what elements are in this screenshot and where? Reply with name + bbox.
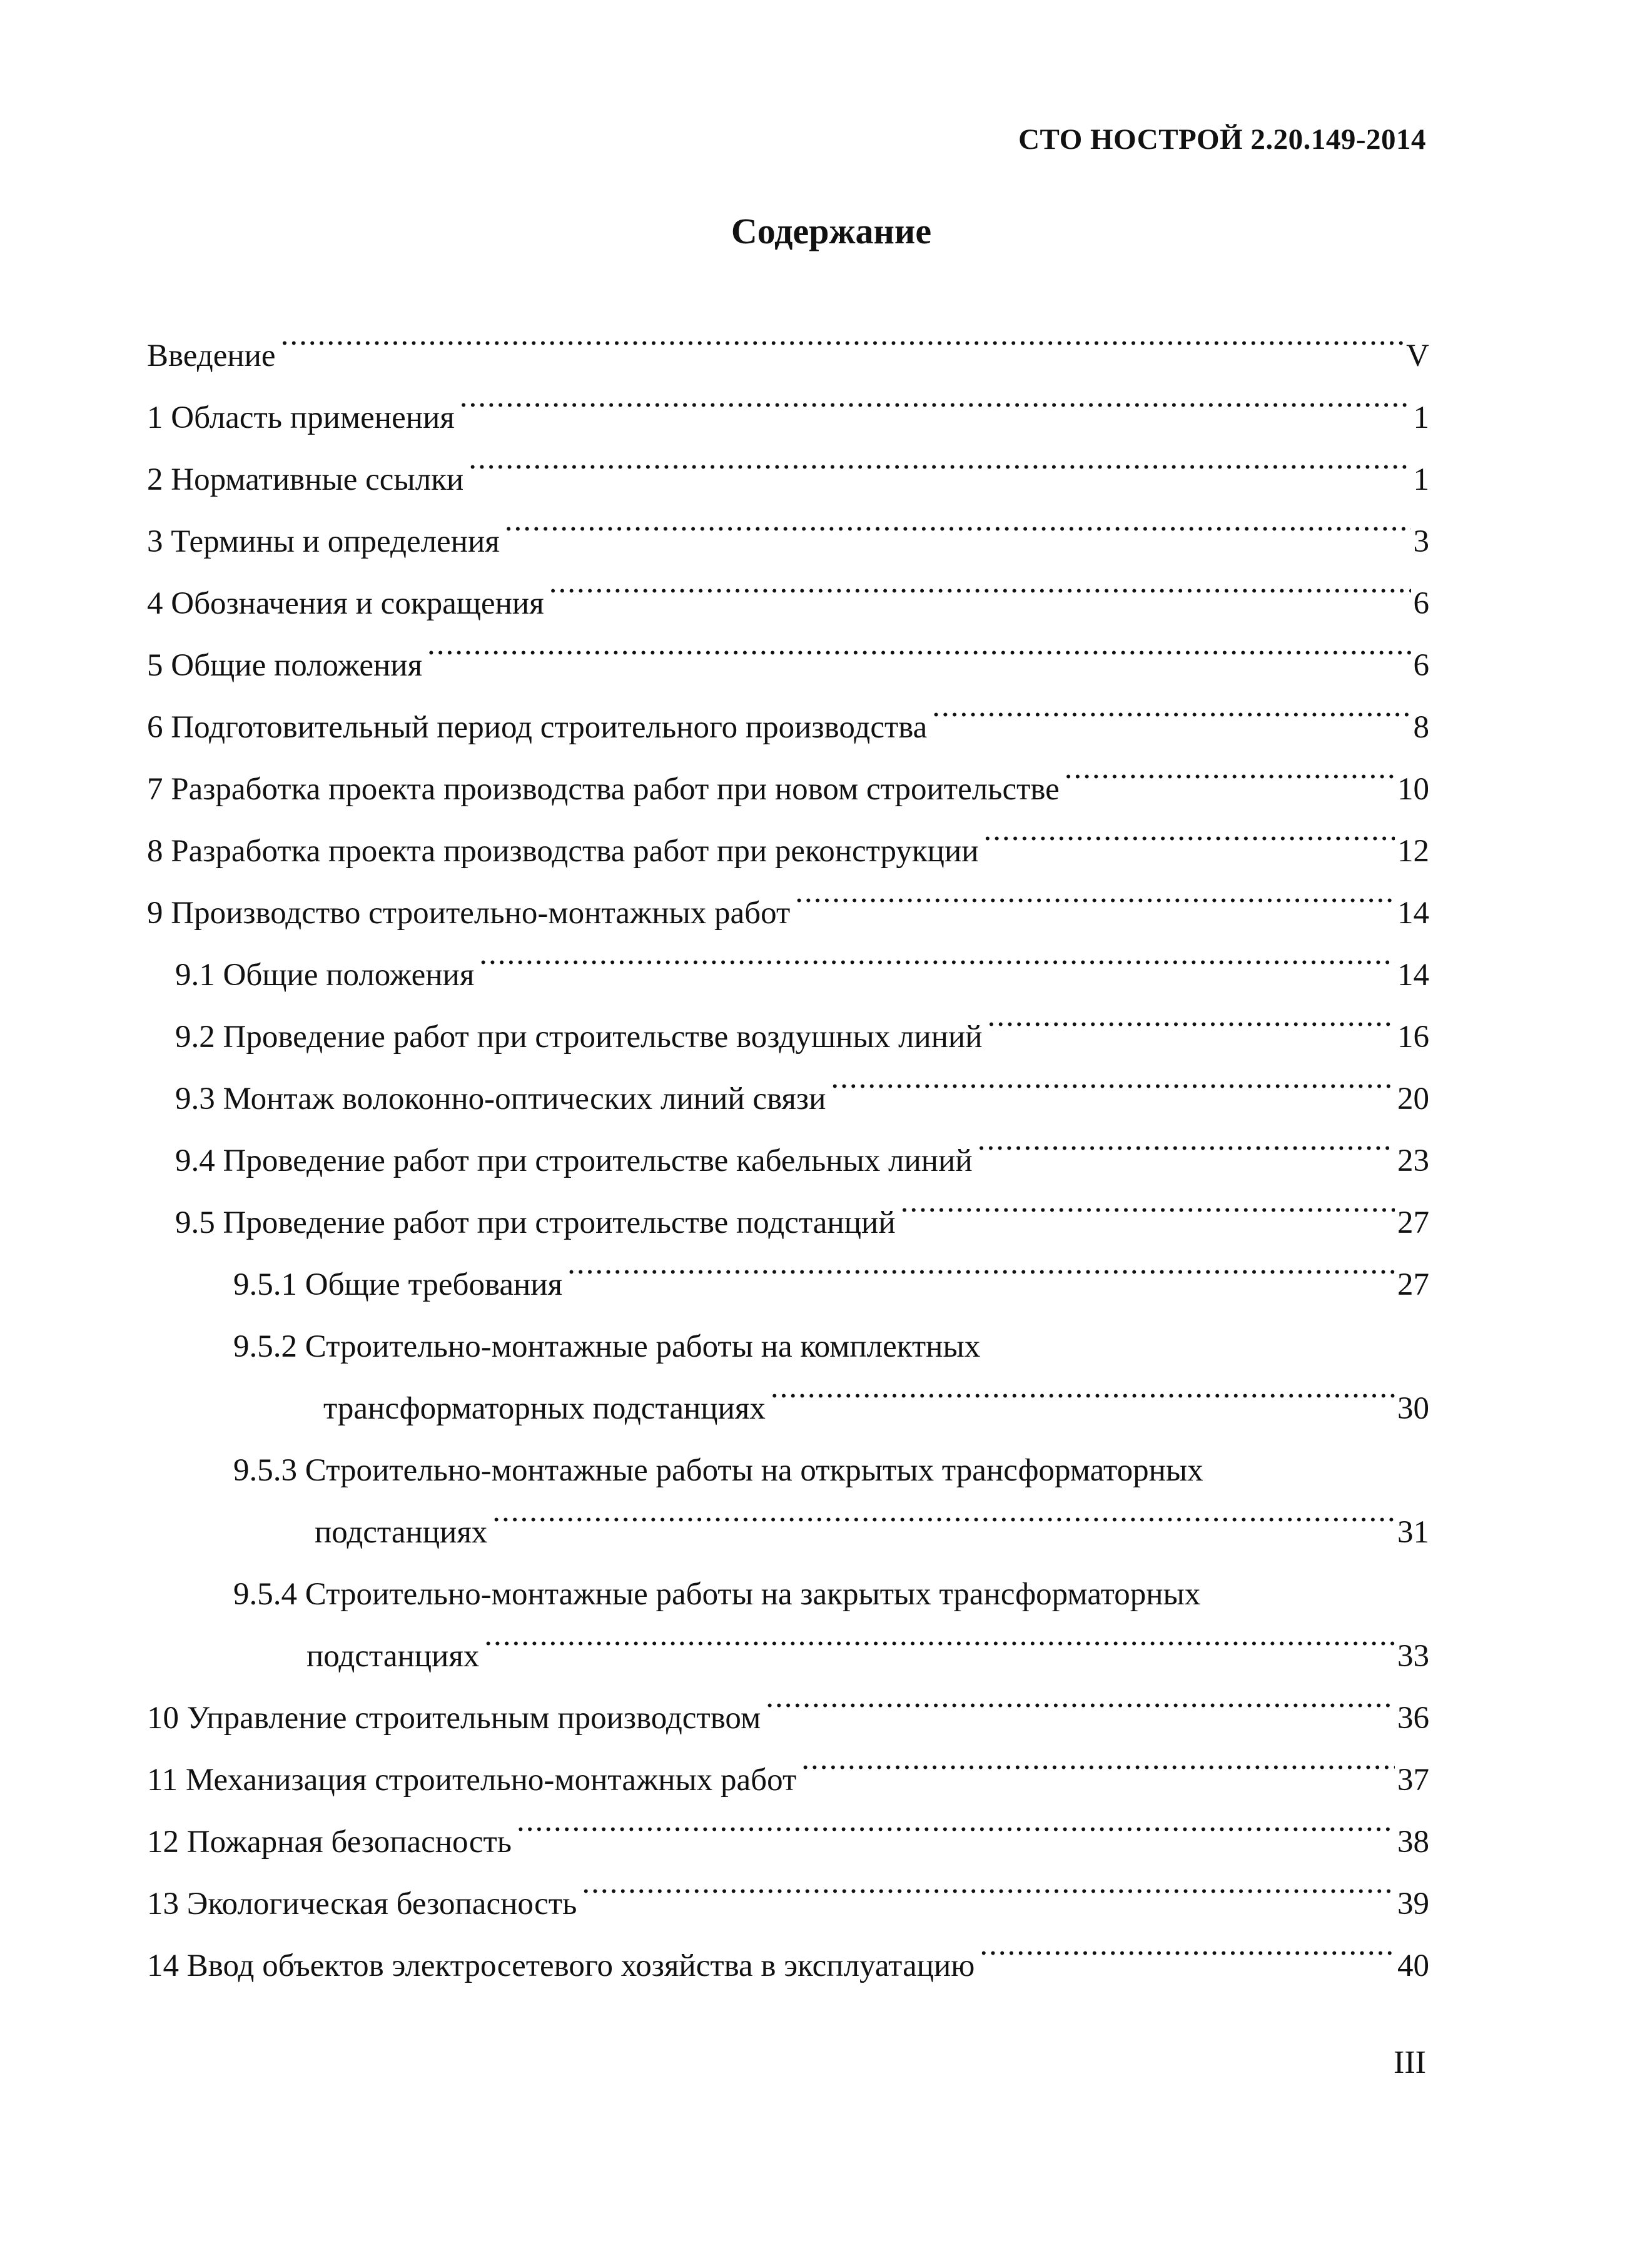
toc-leader-dots <box>801 1758 1395 1790</box>
toc-leader-dots <box>427 644 1410 676</box>
toc-entry-9-5-4[interactable] <box>147 1564 1429 1626</box>
toc-entry-text: 9.1 Общие положения <box>175 958 475 993</box>
toc-page-number: V <box>1406 338 1429 373</box>
toc-entry-13[interactable] <box>147 1873 1429 1935</box>
toc-page-number: 8 <box>1413 710 1429 745</box>
toc-entry-9-5-1[interactable] <box>147 1254 1429 1316</box>
toc-entry-text: 4 Обозначения и сокращения <box>147 586 544 621</box>
toc-entry-9-5-2[interactable] <box>147 1316 1429 1378</box>
toc-page-number: 27 <box>1397 1267 1429 1302</box>
toc-leader-dots <box>549 582 1411 614</box>
toc-leader-dots <box>479 953 1395 985</box>
toc-leader-dots <box>582 1882 1395 1914</box>
toc-entry-9-4[interactable] <box>147 1130 1429 1192</box>
toc-entry-9-5-4-continuation[interactable] <box>147 1626 1429 1688</box>
toc-page-number: 37 <box>1397 1763 1429 1798</box>
toc-page-number: 40 <box>1397 1948 1429 1983</box>
toc-entry-5[interactable] <box>147 635 1429 697</box>
toc-entry-text: 9.5 Проведение работ при строительстве подстанций <box>175 1205 896 1240</box>
toc-page-number: 6 <box>1413 586 1429 621</box>
toc-page-number: 16 <box>1397 1020 1429 1055</box>
toc-leader-dots <box>901 1201 1395 1233</box>
toc-leader-dots <box>281 334 1404 366</box>
toc-page-number: 36 <box>1397 1701 1429 1736</box>
toc-entry-text: 9.3 Монтаж волоконно-оптических линий связи <box>175 1081 826 1116</box>
toc-entry-8[interactable] <box>147 821 1429 883</box>
toc-leader-dots <box>980 1944 1395 1976</box>
toc-entry-7[interactable] <box>147 759 1429 821</box>
toc-page-number: 12 <box>1397 834 1429 869</box>
toc-page-number: 1 <box>1413 400 1429 435</box>
toc-leader-dots <box>978 1139 1395 1171</box>
document-code: СТО НОСТРОЙ 2.20.149-2014 <box>1018 123 1426 156</box>
toc-entry-text: 8 Разработка проекта производства работ при реконструкции <box>147 834 979 869</box>
toc-leader-dots <box>984 829 1395 861</box>
toc-entry-text: 12 Пожарная безопасность <box>147 1825 512 1860</box>
toc-page-number: 14 <box>1397 896 1429 931</box>
toc-page-number: 14 <box>1397 958 1429 993</box>
toc-entry-9-5-2-continuation[interactable] <box>147 1378 1429 1440</box>
toc-entry-introduction[interactable] <box>147 325 1429 387</box>
toc-leader-dots <box>766 1696 1395 1728</box>
toc-entry-text-continuation: подстанциях <box>306 1639 480 1674</box>
toc-page-number: 38 <box>1397 1825 1429 1860</box>
toc-entry-text: 9.5.1 Общие требования <box>233 1267 563 1302</box>
table-of-contents <box>147 325 1429 1997</box>
toc-leader-dots <box>460 396 1411 428</box>
toc-page-number: 1 <box>1413 462 1429 497</box>
toc-entry-1[interactable] <box>147 387 1429 449</box>
toc-entry-text-continuation: трансформаторных подстанциях <box>323 1391 766 1426</box>
toc-entry-text: 13 Экологическая безопасность <box>147 1886 577 1921</box>
toc-entry-9-5-3[interactable] <box>147 1440 1429 1502</box>
toc-leader-dots <box>484 1634 1395 1666</box>
toc-page-number: 33 <box>1397 1639 1429 1674</box>
toc-entry-3[interactable] <box>147 511 1429 573</box>
toc-leader-dots <box>1065 767 1395 799</box>
toc-entry-9-2[interactable] <box>147 1006 1429 1068</box>
page-number: III <box>1394 2045 1426 2080</box>
page-title: Содержание <box>731 211 932 251</box>
toc-entry-11[interactable] <box>147 1749 1429 1811</box>
toc-leader-dots <box>831 1077 1395 1109</box>
toc-page-number: 30 <box>1397 1391 1429 1426</box>
toc-entry-text-continuation: подстанциях <box>315 1515 488 1550</box>
toc-leader-dots <box>771 1387 1395 1419</box>
toc-entry-6[interactable] <box>147 697 1429 759</box>
toc-page-number: 23 <box>1397 1143 1429 1178</box>
toc-entry-text: 9.5.3 Строительно-монтажные работы на открытых трансформаторных <box>233 1453 1203 1488</box>
toc-entry-text: 10 Управление строительным производством <box>147 1701 761 1736</box>
toc-entry-text: 9.5.2 Строительно-монтажные работы на комплектных <box>233 1329 981 1364</box>
toc-entry-text: 2 Нормативные ссылки <box>147 462 464 497</box>
toc-leader-dots <box>468 458 1410 490</box>
toc-entry-text: 6 Подготовительный период строительного производства <box>147 710 928 745</box>
toc-entry-text: 1 Область применения <box>147 400 455 435</box>
toc-entry-9-5-3-continuation[interactable] <box>147 1502 1429 1564</box>
toc-leader-dots <box>932 706 1410 737</box>
toc-page-number: 27 <box>1397 1205 1429 1240</box>
toc-entry-4[interactable] <box>147 573 1429 635</box>
toc-leader-dots <box>517 1820 1395 1852</box>
toc-entry-text: 9.5.4 Строительно-монтажные работы на закрытых трансформаторных <box>233 1577 1201 1612</box>
toc-entry-9-1[interactable] <box>147 944 1429 1006</box>
toc-entry-text: 9.4 Проведение работ при строительстве кабельных линий <box>175 1143 973 1178</box>
toc-entry-text: 3 Термины и определения <box>147 524 500 559</box>
toc-entry-text: Введение <box>147 338 276 373</box>
toc-page-number: 20 <box>1397 1081 1429 1116</box>
toc-entry-text: 14 Ввод объектов электросетевого хозяйства в эксплуатацию <box>147 1948 975 1983</box>
toc-entry-text: 11 Механизация строительно-монтажных работ <box>147 1763 797 1798</box>
toc-leader-dots <box>795 891 1395 923</box>
toc-page-number: 39 <box>1397 1886 1429 1921</box>
toc-entry-2[interactable] <box>147 449 1429 511</box>
toc-leader-dots <box>988 1015 1395 1047</box>
toc-entry-text: 9.2 Проведение работ при строительстве воздушных линий <box>175 1020 983 1055</box>
toc-entry-12[interactable] <box>147 1811 1429 1873</box>
toc-leader-dots <box>505 520 1411 552</box>
toc-entry-9-5[interactable] <box>147 1192 1429 1254</box>
toc-page-number: 31 <box>1397 1515 1429 1550</box>
toc-leader-dots <box>567 1263 1395 1295</box>
toc-leader-dots <box>492 1511 1395 1542</box>
toc-page-number: 10 <box>1397 772 1429 807</box>
toc-entry-9[interactable] <box>147 883 1429 944</box>
toc-page-number: 6 <box>1413 648 1429 683</box>
toc-page-number: 3 <box>1413 524 1429 559</box>
toc-entry-text: 5 Общие положения <box>147 648 423 683</box>
toc-entry-9-3[interactable] <box>147 1068 1429 1130</box>
toc-entry-text: 7 Разработка проекта производства работ при новом строительстве <box>147 772 1060 807</box>
toc-entry-10[interactable] <box>147 1688 1429 1749</box>
toc-entry-text: 9 Производство строительно-монтажных работ <box>147 896 791 931</box>
toc-entry-14[interactable] <box>147 1935 1429 1997</box>
